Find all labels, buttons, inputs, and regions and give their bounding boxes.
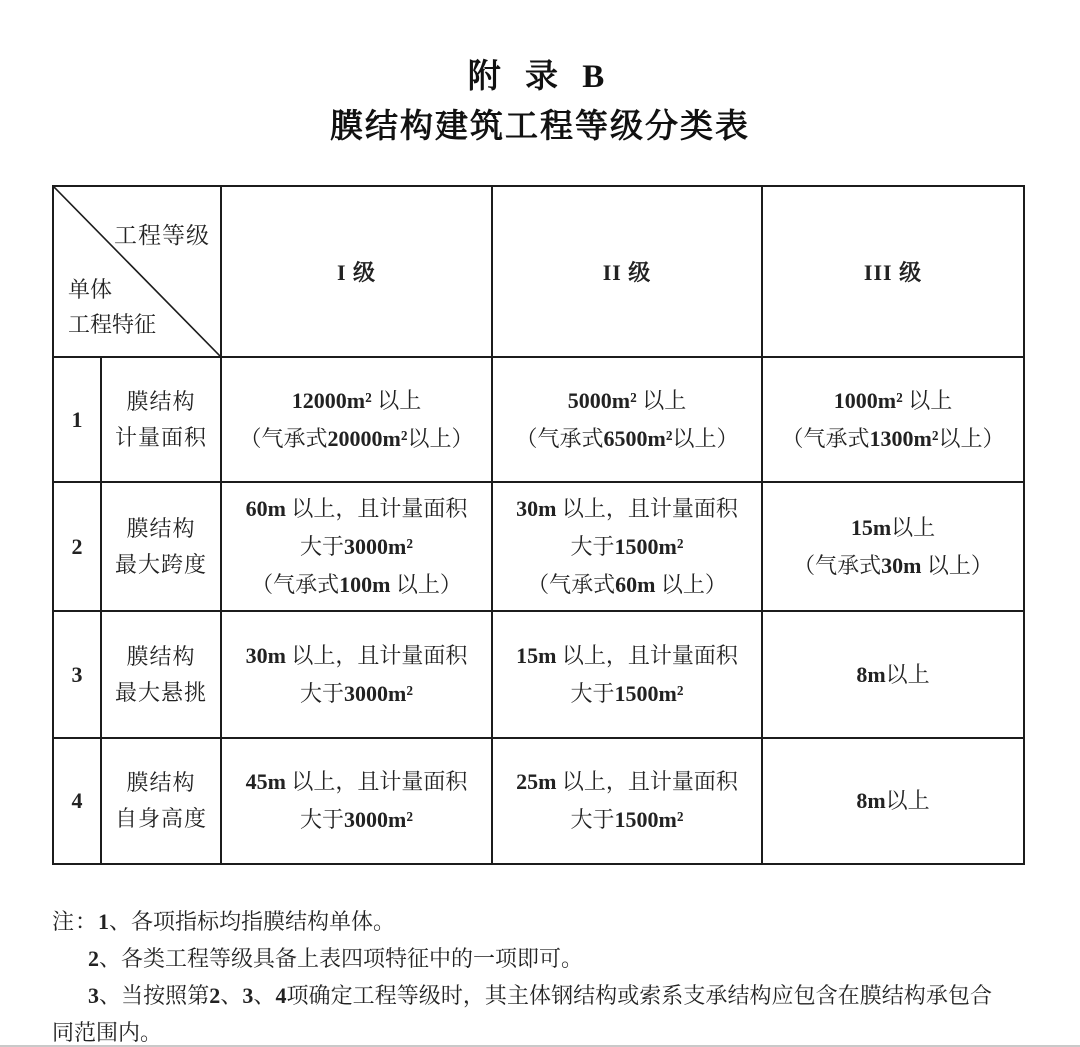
grade-cell-line: 大于3000m² — [300, 680, 413, 706]
grade-cell-line: 大于1500m² — [570, 680, 684, 706]
row-feature — [101, 611, 221, 738]
diagonal-corner-cell — [53, 186, 221, 357]
grade-cell-line: 大于1500m² — [570, 807, 684, 832]
table-row-3 — [53, 611, 1024, 738]
grade-cell-line: 30m 以上，且计量面积 — [516, 495, 738, 521]
grade-cell — [221, 738, 492, 864]
feature-line: 最大悬挑 — [114, 679, 207, 705]
feature-line: 膜结构 — [126, 388, 196, 414]
grade-cell-line: 大于3000m² — [300, 533, 413, 559]
corner-label-unit-feature — [68, 272, 156, 342]
appendix-title: 附 录 B — [467, 59, 613, 95]
column-header-grade-1: I 级 — [221, 186, 492, 357]
grade-cell — [762, 357, 1024, 482]
feature-line: 计量面积 — [114, 424, 207, 450]
grade-cell — [492, 738, 762, 864]
grade-cell-line: 30m 以上，且计量面积 — [245, 642, 468, 668]
grade-cell — [221, 357, 492, 482]
grade-cell — [762, 611, 1024, 738]
grade-cell-line: 12000m² 以上 — [291, 387, 422, 413]
grade-cell-line: （气承式6500m²以上） — [515, 425, 739, 451]
grade-cell-line: 15m 以上，且计量面积 — [516, 642, 738, 668]
note-item-1 — [52, 903, 992, 940]
grade-cell-line: （气承式100m 以上） — [251, 571, 462, 597]
corner-label-unit: 单体 — [68, 277, 113, 302]
table-row-1 — [53, 357, 1024, 482]
row-number: 3 — [53, 611, 101, 738]
note-item-3: 3、当按照第2、3、4项确定工程等级时，其主体钢结构或索系支承结构应包含在膜结构承包合同范围内。 — [52, 983, 992, 1045]
grade-cell — [221, 611, 492, 738]
document-header — [0, 50, 1080, 147]
corner-label-feature: 工程特征 — [68, 312, 157, 337]
grade-cell-line: 大于3000m² — [300, 807, 413, 832]
grade-cell-line: （气承式20000m²以上） — [239, 425, 474, 451]
grade-cell-line: （气承式60m 以上） — [527, 571, 727, 597]
feature-line: 自身高度 — [114, 806, 207, 831]
note-text: 1、各项指标均指膜结构单体。 — [98, 909, 396, 934]
table-title: 膜结构建筑工程等级分类表 — [330, 109, 750, 145]
feature-line: 最大跨度 — [114, 551, 207, 577]
grade-cell — [762, 738, 1024, 864]
row-number: 2 — [53, 482, 101, 611]
note-label: 注： — [52, 909, 99, 934]
classification-table — [52, 185, 1025, 865]
grade-cell — [492, 357, 762, 482]
row-number: 1 — [53, 357, 101, 482]
grade-cell — [492, 482, 762, 611]
grade-cell — [221, 482, 492, 611]
row-feature — [101, 738, 221, 864]
note-item-2: 2、各类工程等级具备上表四项特征中的一项即可。 — [88, 946, 584, 971]
grade-cell-line: 8m以上 — [856, 788, 930, 813]
row-feature — [101, 482, 221, 611]
grade-cell-line: 25m 以上，且计量面积 — [516, 769, 738, 794]
feature-line: 膜结构 — [126, 643, 196, 669]
grade-cell-line: （气承式30m 以上） — [793, 552, 993, 578]
column-header-grade-2: II 级 — [492, 186, 762, 357]
grade-cell-line: 8m以上 — [856, 661, 930, 687]
notes-section — [52, 903, 992, 1047]
table-row-4 — [53, 738, 1024, 864]
grade-cell-line: 大于1500m² — [570, 533, 684, 559]
row-number: 4 — [53, 738, 101, 864]
grade-cell-line: 5000m² 以上 — [567, 387, 687, 413]
table-row-2 — [53, 482, 1024, 611]
feature-line: 膜结构 — [126, 770, 196, 795]
grade-cell-line: 15m以上 — [850, 514, 936, 540]
table-header-row — [53, 186, 1024, 357]
grade-cell-line: 1000m² 以上 — [833, 387, 953, 413]
grade-cell-line: 60m 以上，且计量面积 — [245, 495, 468, 521]
grade-cell — [492, 611, 762, 738]
grade-cell — [762, 482, 1024, 611]
grade-cell-line: （气承式1300m²以上） — [781, 425, 1005, 451]
feature-line: 膜结构 — [126, 515, 196, 541]
grade-cell-line: 45m 以上，且计量面积 — [245, 769, 468, 794]
column-header-grade-3: III 级 — [762, 186, 1024, 357]
corner-label-grade: 工程等级 — [114, 223, 210, 248]
row-feature — [101, 357, 221, 482]
